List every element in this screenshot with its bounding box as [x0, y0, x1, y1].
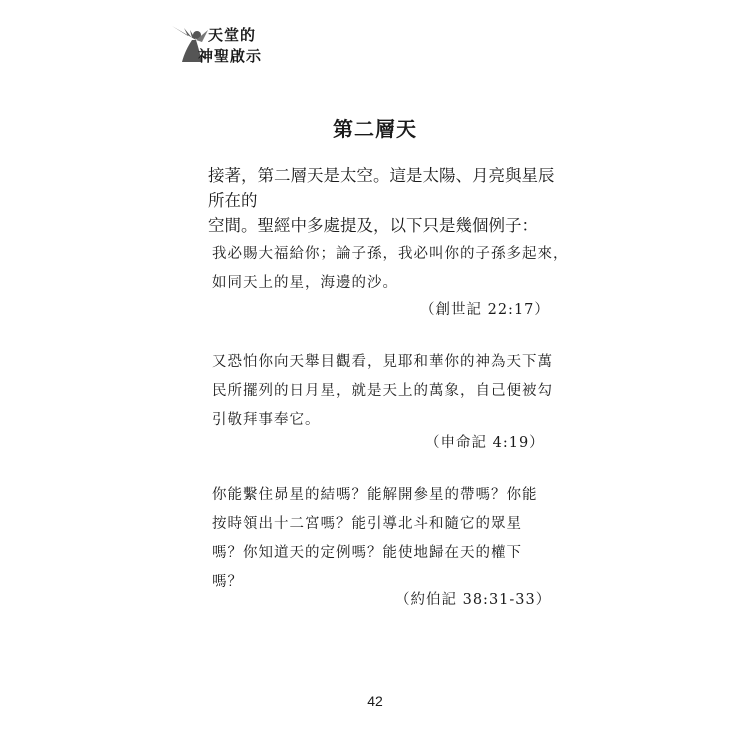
quote-line: 我必賜大福給你；論子孫，我必叫你的子孫多起來， [212, 246, 569, 262]
book-logo [170, 18, 290, 68]
quote-line: 又恐怕你向天舉目觀看，見耶和華你的神為天下萬 [212, 354, 553, 370]
scripture-quote [212, 240, 569, 298]
quote-citation: （申命記 4:19） [425, 435, 545, 451]
quote-citation: （約伯記 38:31-33） [395, 592, 552, 608]
intro-paragraph [208, 163, 568, 238]
logo-title-line2: 神聖啟示 [198, 47, 263, 65]
quote-line: 按時領出十二宮嗎？能引導北斗和隨它的眾星 [212, 516, 522, 532]
quote-line: 民所擺列的日月星，就是天上的萬象，自己便被勾 [212, 383, 553, 399]
page-number: 42 [367, 693, 383, 709]
quote-line: 嗎？ [212, 574, 243, 590]
quote-line: 你能繫住昴星的結嗎？能解開參星的帶嗎？你能 [212, 487, 538, 503]
scripture-quote [212, 348, 553, 435]
section-title: 第二層天 [333, 117, 417, 141]
quote-line: 引敬拜事奉它。 [212, 412, 321, 428]
quote-citation: （創世記 22:17） [420, 302, 550, 318]
intro-line: 空間。聖經中多處提及，以下只是幾個例子： [208, 216, 538, 235]
quote-line: 嗎？你知道天的定例嗎？能使地歸在天的權下 [212, 545, 522, 561]
quote-line: 如同天上的星，海邊的沙。 [212, 275, 398, 291]
scripture-quote [212, 481, 542, 597]
logo-title-line1: 天堂的 [208, 26, 257, 44]
intro-line: 接著，第二層天是太空。這是太陽、月亮與星辰所在的 [208, 166, 555, 210]
